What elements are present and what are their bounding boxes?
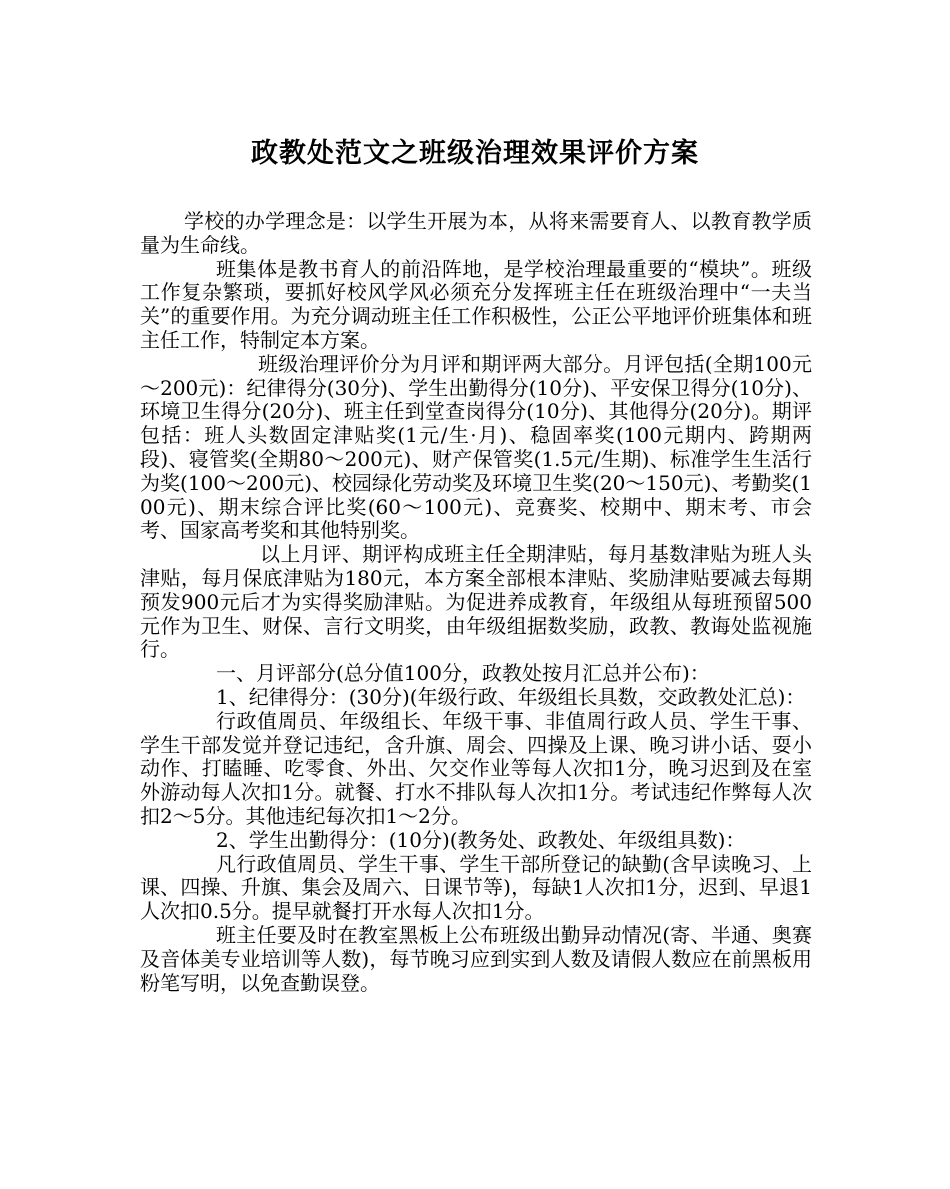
paragraph-discipline-rules: 行政值周员、年级组长、年级干事、非值周行政人员、学生干事、学生干部发觉并登记违纪，含升旗、周会、四操及上课、晚习讲小话、耍小动作、打瞌睡、吃零食、外出、欠交作业等每人次扣1分，晚习迟到及在室外游动每人次扣1分。就餐、打水不排队每人次扣1分。考试违纪作弊每人次扣2～5分。其他违纪每次扣1～2分。 (140, 708, 812, 828)
subheading-discipline: 1、纪律得分：(30分)(年级行政、年级组长具数，交政教处汇总)： (216, 684, 806, 709)
document-title: 政教处范文之班级治理效果评价方案 (251, 138, 699, 169)
paragraph-class-collective: 班集体是教书育人的前沿阵地，是学校治理最重要的“模块”。班级工作复杂繁琐，要抓好校风学风必须充分发挥班主任在班级治理中“一夫当关”的重要作用。为充分调动班主任工作积极性，公正公平地评价班集体和班主任工作，特制定本方案。 (140, 256, 812, 352)
paragraph-school-philosophy: 学校的办学理念是：以学生开展为本，从将来需要育人、以教育教学质量为生命线。 (140, 209, 812, 257)
section-heading-monthly: 一、月评部分(总分值100分，政教处按月汇总并公布)： (216, 661, 710, 686)
document-body (140, 210, 812, 995)
paragraph-evaluation-structure: 班级治理评价分为月评和期评两大部分。月评包括(全期100元～200元)：纪律得分(30分)、学生出勤得分(10分)、平安保卫得分(10分)、环境卫生得分(20分)、班主任到堂查岗得分(10分)、其他得分(20分)。期评包括：班人头数固定津贴奖(1元/生·月)、稳固率奖(100元期内、跨期两段)、寝管奖(全期80～200元)、财产保管奖(1.5元/生期)、标准学生生活行为奖(100～200元)、校园绿化劳动奖及环境卫生奖(20～150元)、考勤奖(100元)、期末综合评比奖(60～100元)、竞赛奖、校期中、期末考、市会考、国家高考奖和其他特别奖。 (140, 351, 812, 543)
paragraph-allowance: 以上月评、期评构成班主任全期津贴，每月基数津贴为班人头津贴，每月保底津贴为180元，本方案全部根本津贴、奖励津贴要减去每期预发900元后才为实得奖励津贴。为促进养成教育，年级组从每班预留500元作为卫生、财保、言行文明奖，由年级组据数奖励，政教、教诲处监视施行。 (140, 542, 812, 662)
subheading-attendance: 2、学生出勤得分：(10分)(教务处、政教处、年级组具数)： (216, 827, 746, 852)
paragraph-attendance-rules: 凡行政值周员、学生干事、学生干部所登记的缺勤(含早读晚习、上课、四操、升旗、集会及周六、日课节等)，每缺1人次扣1分，迟到、早退1人次扣0.5分。提早就餐打开水每人次扣1分。 (140, 851, 812, 924)
paragraph-attendance-board: 班主任要及时在教室黑板上公布班级出勤异动情况(寄、半通、奥赛及音体美专业培训等人数)，每节晚习应到实到人数及请假人数应在前黑板用粉笔写明，以免查勤误登。 (140, 922, 812, 995)
